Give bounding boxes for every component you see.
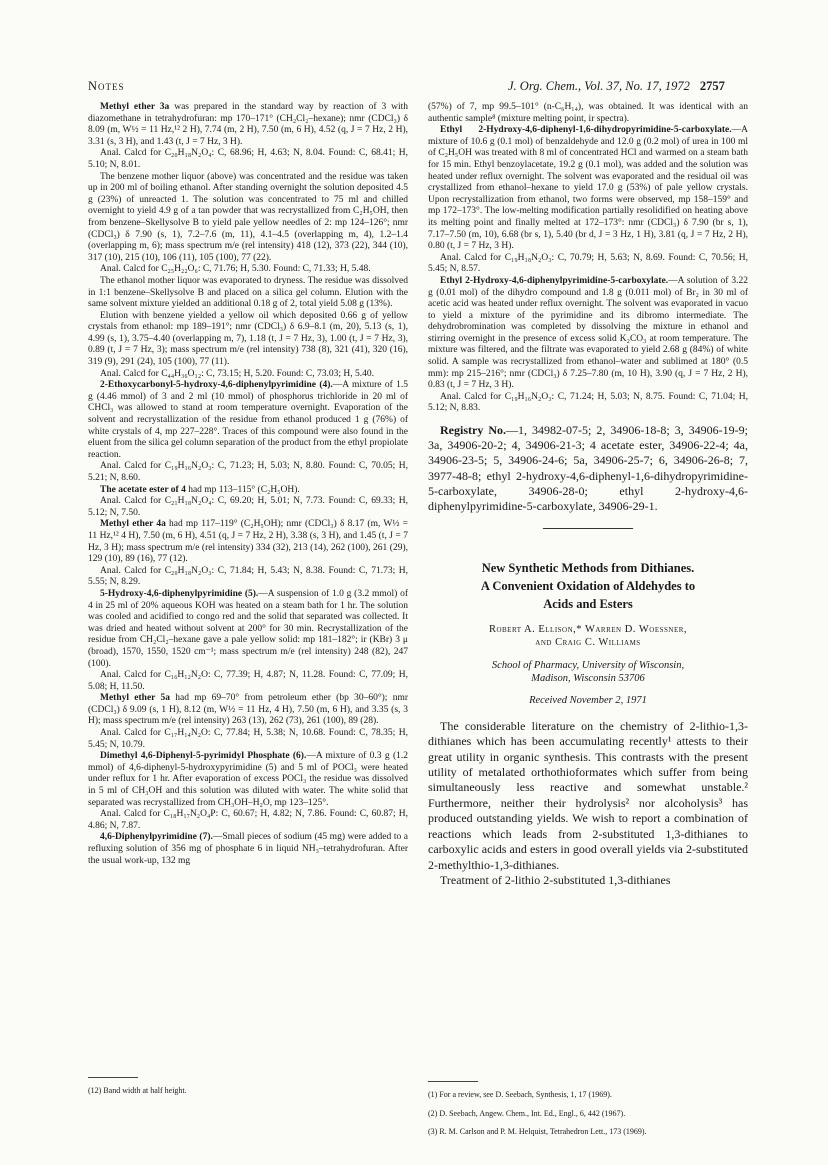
analysis: Anal. Calcd for C₁₈H₁₇N₂O₄P: C, 60.67; H, 4.82; N, 7.86. Found: C, 60.87; H, 4.86; N, 7.87. <box>88 809 408 831</box>
paragraph-text: had mp 117–119° (C₂H₅OH); nmr (CDCl₃) δ 8.17 (m, W½ = 11 Hz,¹² 4 H), 7.50 (m, 6 H), 4.51 (q, J = 7 Hz, 2 H), 3.38 (s, 3 H), and 1.45 (t, J = 7 Hz, 3 H); mass spectrum m/e (rel intensity) 334 (32), 213 (14), 262 (100), 261 (29), 129 (10), 89 (16), 77 (12). <box>88 519 408 565</box>
registry-lead: Registry No. <box>440 423 506 438</box>
paragraph-lead: Ethyl 2-Hydroxy-4,6-diphenyl-1,6-dihydropyrimidine-5-carboxylate. <box>440 125 732 136</box>
article-title-line: New Synthetic Methods from Dithianes. <box>481 561 695 576</box>
affiliation <box>428 659 748 685</box>
footnote-rule <box>88 1077 138 1078</box>
page-number: 2757 <box>699 79 725 93</box>
paragraph: Elution with benzene yielded a yellow oil which deposited 0.66 g of yellow crystals from ethanol: mp 189–191°; nmr (CDCl₃) δ 6.9–8.1 (m, 20), 5.13 (s, 1), 4.99 (s, 1), 3.75–4.40 (overlapping m, 7), 1.18 (t, J = 7 Hz, 3), 1.00 (t, J = 7 Hz, 3), 0.89 (t, J = 7 Hz, 3); mass spectrum m/e (rel intensity) 738 (8), 321 (41), 320 (16), 319 (9), 291 (24), 105 (100), 77 (11). <box>88 310 408 368</box>
analysis: Anal. Calcd for C₂₀H₁₈N₂O₃: C, 71.84; H, 5.43; N, 8.38. Found: C, 71.73; H, 5.55; N, 8.29. <box>88 565 408 588</box>
analysis: Anal. Calcd for C₁₇H₁₄N₂O: C, 77.84; H, 5.38; N, 10.68. Found: C, 78.35; H, 5.45; N, 10.79. <box>88 728 408 750</box>
paragraph-lead: Methyl ether 4a <box>100 519 166 530</box>
running-head-section: Notes <box>88 79 125 93</box>
footnote: (2) D. Seebach, Angew. Chem., Int. Ed., Engl., 6, 442 (1967). <box>428 1108 626 1118</box>
paragraph <box>88 589 408 670</box>
registry-text: —1, 34982-07-5; 2, 34906-18-8; 3, 34906-19-9; 3a, 34906-20-2; 4, 34906-21-3; 4 acetate ester, 34906-22-4; 4a, 34906-23-5; 5, 34906-24-6; 5a, 34906-25-7; 6, 34906-26-8; 7, 3977-48-8; ethyl 2-hydroxy-4,6-diphenyl-1,6-dihydropyrimidine-5-carboxylate, 34906-28-0; ethyl 2-hydroxy-4,6-diphenylpyrimidine-5-carboxylate, 34906-29-1. <box>428 423 749 514</box>
paragraph <box>88 693 408 728</box>
analysis: Anal. Calcd for C₂₀H₁₈N₂O₄: C, 68.96; H, 4.63; N, 8.04. Found: C, 68.41; H, 5.10; N, 8.01. <box>88 148 408 170</box>
affiliation-line: Madison, Wisconsin 53706 <box>531 673 645 685</box>
body-paragraph: Treatment of 2-lithio 2-substituted 1,3-dithianes <box>440 872 671 887</box>
paragraph-lead: 2-Ethoxycarbonyl-5-hydroxy-4,6-diphenylpyrimidine (4). <box>100 380 333 391</box>
paragraph-text: —Small pieces of sodium (45 mg) were added to a refluxing solution of 356 mg of phosphate 6 in liquid NH₃–tetrahydrofuran. After the usual work-up, 132 mg <box>88 832 409 866</box>
paragraph-lead: Methyl ether 5a <box>100 693 170 704</box>
analysis: Anal. Calcd for C₁₉H₁₆N₂O₃: C, 71.24; H, 5.03; N, 8.75. Found: C, 71.04; H, 5.12; N, 8.83. <box>428 391 748 414</box>
paragraph-text: had mp 69–70° from petroleum ether (bp 30–60°); nmr (CDCl₃) δ 9.09 (s, 1 H), 8.12 (m, W½ = 11 Hz, 4 H), 7.50 (m, 6 H), and 3.35 (s, 3 H); mass spectrum m/e (rel intensity) 263 (13), 262 (73), 261 (100), 89 (28). <box>88 693 408 727</box>
analysis: Anal. Calcd for C₂₁H₁₈N₂O₄: C, 69.20; H, 5.01; N, 7.73. Found: C, 69.33; H, 5.12; N, 7.50. <box>88 496 408 518</box>
footnote-rule <box>428 1081 478 1082</box>
right-column <box>428 102 748 888</box>
article-title <box>428 559 748 613</box>
paragraph <box>88 751 408 809</box>
paragraph-lead: Methyl ether 3a <box>100 102 170 112</box>
paragraph-text: —A mixture of 10.6 g (0.1 mol) of benzaldehyde and 12.0 g (0.2 mol) of urea in 100 ml of C₂H₅OH was treated with 8 ml of concentrated HCl and warmed on a steam bath for 15 min. Ethyl benzoylacetate, 19.2 g (0.1 mol), was added and the solution was heated under reflux overnight. The solvent was evaporated and the residual oil was crystallized from ethanol–hexane to yield 17.0 g (53%) of pale yellow crystals. Upon recrystallization from ethanol, two forms were observed, mp 158–159° and mp 172–173°. The low-melting modification partially resolidified on heating above its melting point and finally melted at 172–173°: nmr (CDCl₃) δ 7.90 (br s, 1), 7.17–7.50 (m, 10), 6.68 (br s, 1), 5.40 (br d, J = 3 Hz, 1 H), 3.81 (q, J = 7 Hz, 2 H), 0.80 (t, J = 7 Hz, 3 H). <box>428 125 748 252</box>
paragraph-text: —A solution of 3.22 g (0.01 mol) of the dihydro compound and 1.8 g (0.011 mol) of Br₂ in 30 ml of acetic acid was heated under reflux overnight. The solvent was evaporated in vacuo to yield a mixture of the pyrimidine and its dibromo intermediate. The dehydrobromination was completed by dissolving the mixture in ethanol and stirring overnight in the presence of excess solid K₂CO₃ at room temperature. The mixture was filtered, and the filtrate was evaporated to yield 2.68 g (84%) of white solid. A sample was recrystallized from ethanol–water and sublimed at 180° (0.5 mm): mp 215–216°; nmr (CDCl₃) δ 7.25–7.80 (m, 10 H), 3.90 (q, J = 7 Hz, 2 H), 0.83 (t, J = 7 Hz, 3 H). <box>428 275 748 391</box>
paragraph <box>428 125 748 253</box>
body-paragraph: The considerable literature on the chemistry of 2-lithio-1,3-dithianes which has been accumulating recently¹ attests to their great utility in organic synthesis. This contrasts with the present utility of metalated orthothioformates which suffer from being simultaneously less reactive and somewhat unstable.² Furthermore, neither their hydrolysis² nor alcoholysis³ has produced outstanding yields. We wish to report a combination of reactions which leads from 2-substituted 1,3-dithianes to carboxylic acids and esters in good overall yields via 2-substituted 2-methylthio-1,3-dithianes. <box>428 718 748 872</box>
analysis: Anal. Calcd for C₁₆H₁₂N₂O: C, 77.39; H, 4.87; N, 11.28. Found: C, 77.09; H, 5.08; H, 11.50. <box>88 670 408 692</box>
registry-numbers <box>428 423 748 514</box>
paragraph: The ethanol mother liquor was evaporated to dryness. The residue was dissolved in 1:1 benzene–Skellysolve B and placed on a silica gel column. Elution with the same solvent mixture yielded an additional 0.18 g of 2, total yield 5.08 g (13%). <box>88 275 408 310</box>
analysis: Anal. Calcd for C₂₅H₂₂O₆: C, 71.76; H, 5.30. Found: C, 71.33; H, 5.48. <box>100 264 371 275</box>
paragraph <box>428 276 748 392</box>
left-footnotes <box>88 1077 408 1105</box>
paragraph-lead: 5-Hydroxy-4,6-diphenylpyrimidine (5). <box>100 588 259 599</box>
section-divider <box>543 528 633 529</box>
paragraph <box>88 832 408 867</box>
paragraph-lead: The acetate ester of 4 <box>100 484 186 495</box>
right-footnotes <box>428 1081 748 1146</box>
running-head-journal <box>508 79 725 94</box>
authors <box>428 623 748 649</box>
paragraph <box>88 519 408 565</box>
paragraph-text: was prepared in the standard way by reaction of 3 with diazomethane in tetrahydrofuran: mp 170–171° (CH₂Cl₂–hexane); nmr (CDCl₃) δ 8.09 (m, W½ = 11 Hz,¹² 2 H), 7.74 (m, 2 H), 7.50 (m, 6 H), 4.52 (q, J = 7 Hz, 2 H), 3.31 (s, 3 H), and 1.43 (t, J = 7 Hz, 3 H). <box>88 102 409 147</box>
article-title-line: Acids and Esters <box>543 597 633 612</box>
paragraph: The benzene mother liquor (above) was concentrated and the residue was taken up in 200 ml of boiling ethanol. After standing overnight the solution deposited 4.5 g (23%) of unreacted 1. The solution was concentrated to 75 ml and chilled overnight to yield 4.9 g of a tan powder that was recrystallized from C₂H₅OH, then from benzene–Skellysolve B to yield pale yellow needles of 2: mp 124–126°; nmr (CDCl₃) δ 7.90 (s, 1), 7.2–7.6 (m, 11), 4.1–4.5 (overlapping m, 4), 1.2–1.4 (overlapping m, 6); mass spectrum m/e (rel intensity) 418 (12), 373 (22), 344 (10), 317 (10), 215 (10), 106 (11), 105 (100), 77 (22). <box>88 171 408 263</box>
authors-line: Robert A. Ellison,* Warren D. Woessner, <box>488 624 688 636</box>
paragraph <box>88 485 408 497</box>
article-title-line: A Convenient Oxidation of Aldehydes to <box>480 579 696 594</box>
paragraph-text: —A mixture of 0.3 g (1.2 mmol) of 4,6-diphenyl-5-hydroxypyrimidine (5) and 5 ml of POCl₃ were heated under reflux for 1 hr. After evaporation of excess POCl₃ the residue was dissolved in 5 ml of CH₃OH and this solution was diluted with water. The white solid that separated was recrystallized from CH₃OH–H₂O, mp 123–125°. <box>88 751 409 808</box>
paragraph <box>88 102 408 148</box>
paragraph <box>88 380 408 461</box>
footnote: (1) For a review, see D. Seebach, Synthesis, 1, 17 (1969). <box>428 1090 612 1099</box>
paragraph-lead: Dimethyl 4,6-Diphenyl-5-pyrimidyl Phosphate (6). <box>100 751 307 762</box>
paragraph-text: had mp 113–115° (C₂H₅OH). <box>188 484 300 495</box>
paragraph-text: —A suspension of 1.0 g (3.2 mmol) of 4 in 25 ml of 20% aqueous KOH was heated on a steam bath for 1 hr. The solution was cooled and acidified to congo red and the solid that separated was collected. It was dried and heated without solvent at 200° for 30 min. Recrystallization of the residue from CH₂Cl₂–hexane gave a pale yellow solid: mp 181–182°; ir (KBr) 3 μ (broad), 1570, 1550, 1520 cm⁻¹; mass spectrum m/e (rel intensity) 248 (82), 247 (100). <box>88 588 408 669</box>
paragraph-lead: 4,6-Diphenylpyrimidine (7). <box>100 832 213 843</box>
analysis: Anal. Calcd for C₁₉H₁₆N₂O₃: C, 71.23; H, 5.03; N, 8.80. Found: C, 70.05; H, 5.21; N, 8.60. <box>88 461 408 483</box>
received-date: Received November 2, 1971 <box>529 695 647 707</box>
footnote: (3) R. M. Carlson and P. M. Helquist, Tetrahedron Lett., 173 (1969). <box>428 1127 647 1136</box>
paragraph-lead: Ethyl 2-Hydroxy-4,6-diphenylpyrimidine-5-carboxylate. <box>440 275 669 286</box>
footnote: (12) Band width at half height. <box>88 1086 187 1095</box>
paragraph: (57%) of 7, mp 99.5–101° (n-C₆H₁₄), was obtained. It was identical with an authentic sample⁸ (mixture melting point, ir spectra). <box>428 102 748 124</box>
journal-citation: J. Org. Chem., Vol. 37, No. 17, 1972 <box>508 79 690 93</box>
analysis: Anal. Calcd for C₁₉H₁₈N₂O₃: C, 70.79; H, 5.63; N, 8.69. Found: C, 70.56; H, 5.45; N, 8.57. <box>428 252 748 275</box>
analysis: Anal. Calcd for C₄₄H₃₆O₁₂: C, 73.15; H, 5.20. Found: C, 73.03; H, 5.40. <box>100 368 374 379</box>
authors-line: and Craig C. Williams <box>535 637 641 649</box>
left-column <box>88 102 408 867</box>
paragraph-text: —A mixture of 1.5 g (4.46 mmol) of 3 and 2 ml (10 mmol) of phosphorus trichloride in 20 ml of CHCl₃ was allowed to stand at room temperature overnight. Evaporation of the solvent and recrystallization of the residue from ethanol produced 1 g (76%) of white crystals of 4, mp 227–228°. Traces of this compound were also found in the eluent from the silica gel column separation of the product from the ethyl propiolate reaction. <box>88 380 408 460</box>
affiliation-line: School of Pharmacy, University of Wisconsin, <box>491 660 685 672</box>
